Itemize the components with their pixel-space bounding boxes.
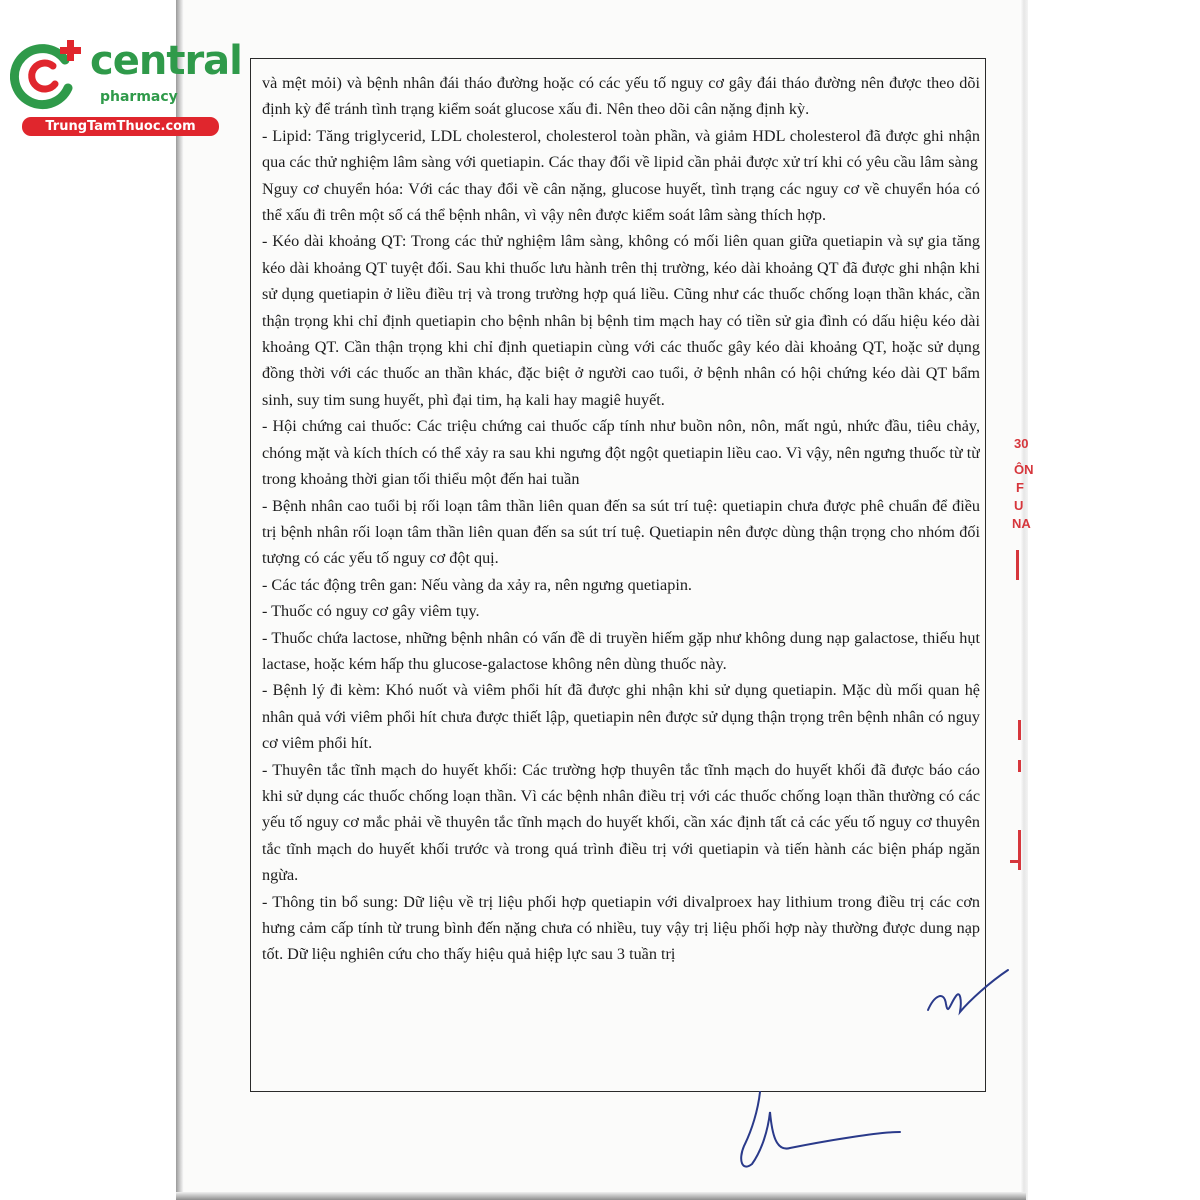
central-pharmacy-logo bbox=[10, 38, 242, 138]
paragraph-venous-thromboembolism: - Thuyên tắc tĩnh mạch do huyết khối: Các trường hợp thuyên tắc tĩnh mạch do huyết khối đã được báo cáo khi sử dụng các thuốc chống loạn thần. Vì các bệnh nhân điều trị với các thuốc chống loạn thần thường có các yếu tố nguy cơ mắc phải về thuyên tắc tĩnh mạch do huyết khối, cần xác định tất cả các yếu tố nguy cơ thuyên tắc tĩnh mạch do huyết khối trước và trong quá trình điều trị với quetiapin và tiến hành các biện pháp ngăn ngừa. bbox=[262, 760, 980, 885]
paragraph-lipid: - Lipid: Tăng triglycerid, LDL cholesterol, cholesterol toàn phần, và giảm HDL cholesterol đã được ghi nhận qua các thử nghiệm lâm sàng với quetiapin. Các thay đổi về lipid cần phải được xử trí khi có yêu cầu lâm sàng bbox=[262, 126, 980, 172]
paragraph-glucose-monitoring: và mệt mỏi) và bệnh nhân đái tháo đường hoặc có các yếu tố nguy cơ gây đái tháo đường nên được theo dõi định kỳ để tránh tình trạng kiểm soát glucose xấu đi. Nên theo dõi cân nặng định kỳ. bbox=[262, 74, 980, 119]
logo-brand-name: central bbox=[90, 38, 242, 84]
paragraph-qt-prolongation: - Kéo dài khoảng QT: Trong các thử nghiệm lâm sàng, không có mối liên quan giữa quetiapin và sự gia tăng kéo dài khoảng QT tuyệt đối. Sau khi thuốc lưu hành trên thị trường, kéo dài khoảng QT đã được ghi nhận khi sử dụng quetiapin ở liều điều trị và trong trường hợp quá liều. Cũng như các thuốc chống loạn thần khác, cần thận trọng khi chỉ định quetiapin cho bệnh nhân bị bệnh tim mạch hay có tiền sử gia đình có dấu hiệu kéo dài khoảng QT. Cần thận trọng khi chỉ định quetiapin cùng với các thuốc gây kéo dài khoảng QT, hoặc sử dụng đồng thời với các thuốc an thần khác, đặc biệt ở người cao tuổi, ở bệnh nhân có hội chứng kéo dài QT bẩm sinh, suy tim sung huyết, phì đại tim, hạ kali hay magiê huyết. bbox=[262, 232, 980, 409]
red-stamp-fragments bbox=[1006, 410, 1032, 890]
stamp-mark bbox=[1016, 550, 1019, 580]
logo-subtitle: pharmacy bbox=[100, 89, 178, 105]
stamp-mark bbox=[1018, 830, 1021, 870]
paragraph-liver: - Các tác động trên gan: Nếu vàng da xảy ra, nên ngưng quetiapin. bbox=[262, 575, 692, 594]
stamp-mark bbox=[1010, 860, 1018, 863]
document-body bbox=[262, 70, 980, 1086]
paragraph-metabolic-risk: Nguy cơ chuyển hóa: Với các thay đổi về cân nặng, glucose huyết, tình trạng các nguy cơ về chuyển hóa có thể xấu đi trên một số cá thể bệnh nhân, vì vậy nên được kiểm soát lâm sàng thích hợp. bbox=[262, 179, 980, 225]
stamp-fragment: U bbox=[1014, 498, 1024, 513]
scan-bottom-edge bbox=[176, 1192, 1026, 1200]
stamp-mark bbox=[1018, 720, 1021, 740]
paragraph-lactose: - Thuốc chứa lactose, những bệnh nhân có vấn đề di truyền hiếm gặp như không dung nạp galactose, thiếu hụt lactase, hoặc kém hấp thu glucose-galactose không nên dùng thuốc này. bbox=[262, 628, 980, 673]
stamp-fragment: 30 bbox=[1014, 436, 1029, 451]
stamp-fragment: ÔN bbox=[1014, 462, 1034, 477]
central-logo-icon bbox=[10, 38, 92, 110]
scan-left-edge bbox=[176, 0, 184, 1200]
stamp-fragment: NA bbox=[1012, 516, 1031, 531]
paragraph-elderly-dementia: - Bệnh nhân cao tuổi bị rối loạn tâm thần liên quan đến sa sút trí tuệ: quetiapin chưa được phê chuẩn để điều trị bệnh nhân rối loạn tâm thần liên quan đến sa sút trí tuệ. Quetiapin nên được dùng thận trọng cho nhóm đối tượng có các yếu tố nguy cơ đột quị. bbox=[262, 496, 980, 568]
stamp-fragment: F bbox=[1016, 480, 1024, 495]
paragraph-pancreatitis: - Thuốc có nguy cơ gây viêm tụy. bbox=[262, 602, 480, 621]
paragraph-withdrawal: - Hội chứng cai thuốc: Các triệu chứng cai thuốc cấp tính như buồn nôn, nôn, mất ngủ, nhức đầu, tiêu chảy, chóng mặt và kích thích có thể xảy ra sau khi ngưng đột ngột quetiapin liều cao. Vì vậy, nên ngưng thuốc từ từ trong khoảng thời gian tối thiểu một đến hai tuần bbox=[262, 417, 980, 489]
logo-url-badge: TrungTamThuoc.com bbox=[22, 117, 219, 136]
paragraph-additional-info: - Thông tin bổ sung: Dữ liệu về trị liệu phối hợp quetiapin với divalproex hay lithium trong điều trị các cơn hưng cảm cấp tính từ trung bình đến nặng chưa có nhiều, tuy vậy trị liệu phối hợp này thường được dung nạp tốt. Dữ liệu nghiên cứu cho thấy hiệu quả hiệp lực sau 3 tuần trị bbox=[262, 892, 980, 964]
paragraph-comorbidity: - Bệnh lý đi kèm: Khó nuốt và viêm phổi hít đã được ghi nhận khi sử dụng quetiapin. Mặc dù mối quan hệ nhân quả với viêm phổi hít chưa được thiết lập, quetiapin nên được sử dụng thận trọng trên bệnh nhân có nguy cơ viêm phổi hít. bbox=[262, 681, 980, 753]
stamp-mark bbox=[1018, 760, 1021, 772]
